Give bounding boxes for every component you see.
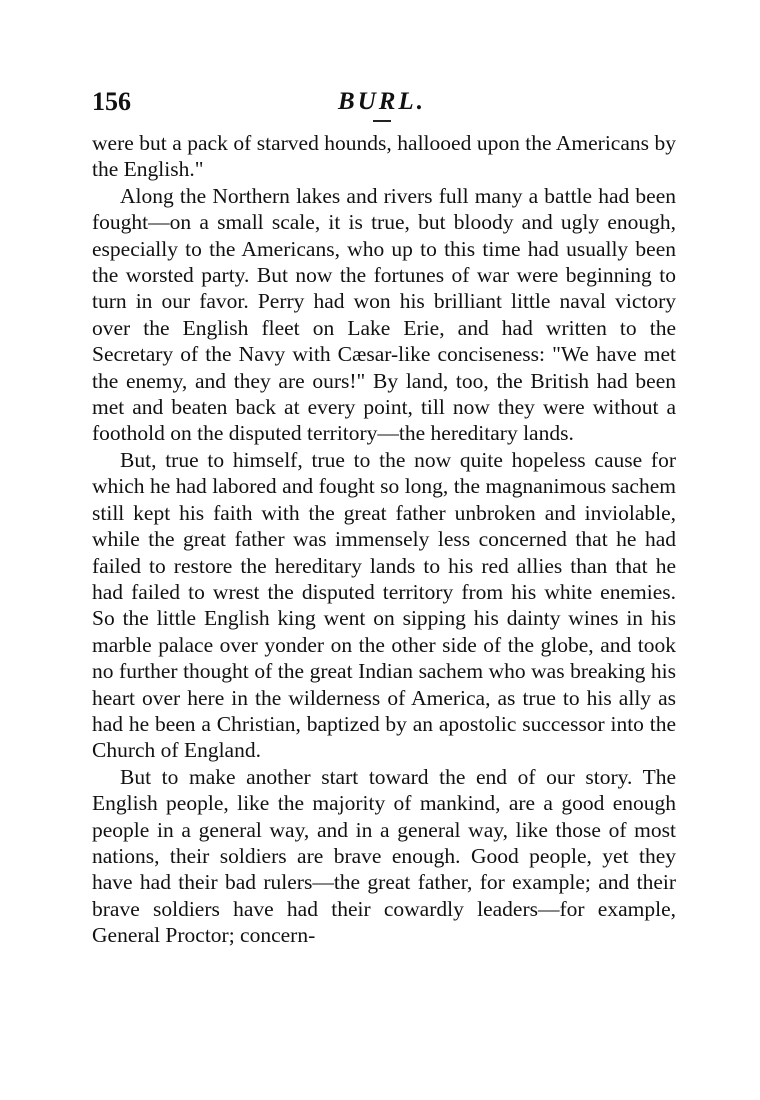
paragraph-northern-lakes: Along the Northern lakes and rivers full many a battle had been fought—on a small scale, it is true, but bloody and ugly enough, especially to the Americans, who up to this time had usually been the worsted party. But now the fortunes of war were beginning to turn in our favor. Perry had won his brilliant little naval victory over the English fleet on Lake Erie, and had written to the Secretary of the Navy with Cæsar-like conciseness: "We have met the enemy, and they are ours!" By land, too, the British had been met and beaten back at every point, till now they were without a foothold on the disputed territory—the hereditary lands. [92, 183, 676, 446]
running-title: BURL. [338, 88, 426, 115]
header-rule [373, 120, 391, 122]
page-number: 156 [92, 87, 131, 116]
paragraph-continuation: were but a pack of starved hounds, hallooed upon the Americans by the English." [92, 131, 676, 182]
paragraph-another-start: But to make another start toward the end of our story. The English people, like the majority of mankind, are a good enough people in a general way, and in a general way, like those of most nations, their soldiers are brave enough. Good people, yet they have had their bad rulers—the great father, for example; and their brave soldiers have had their cowardly leaders—for example, General Proctor; concern- [92, 764, 676, 948]
running-head [92, 86, 672, 126]
paragraph-true-to-himself: But, true to himself, true to the now quite hopeless cause for which he had labored and fought so long, the magnanimous sachem still kept his faith with the great father unbroken and inviolable, while the great father was immensely less concerned that he had failed to restore the hereditary lands to his red allies than that he had failed to wrest the disputed territory from his white enemies. So the little English king went on sipping his dainty wines in his marble palace over yonder on the other side of the globe, and took no further thought of the great Indian sachem who was breaking his heart over here in the wilderness of America, as true to his ally as had he been a Christian, baptized by an apostolic successor into the Church of England. [92, 447, 676, 763]
body-text [92, 130, 676, 949]
